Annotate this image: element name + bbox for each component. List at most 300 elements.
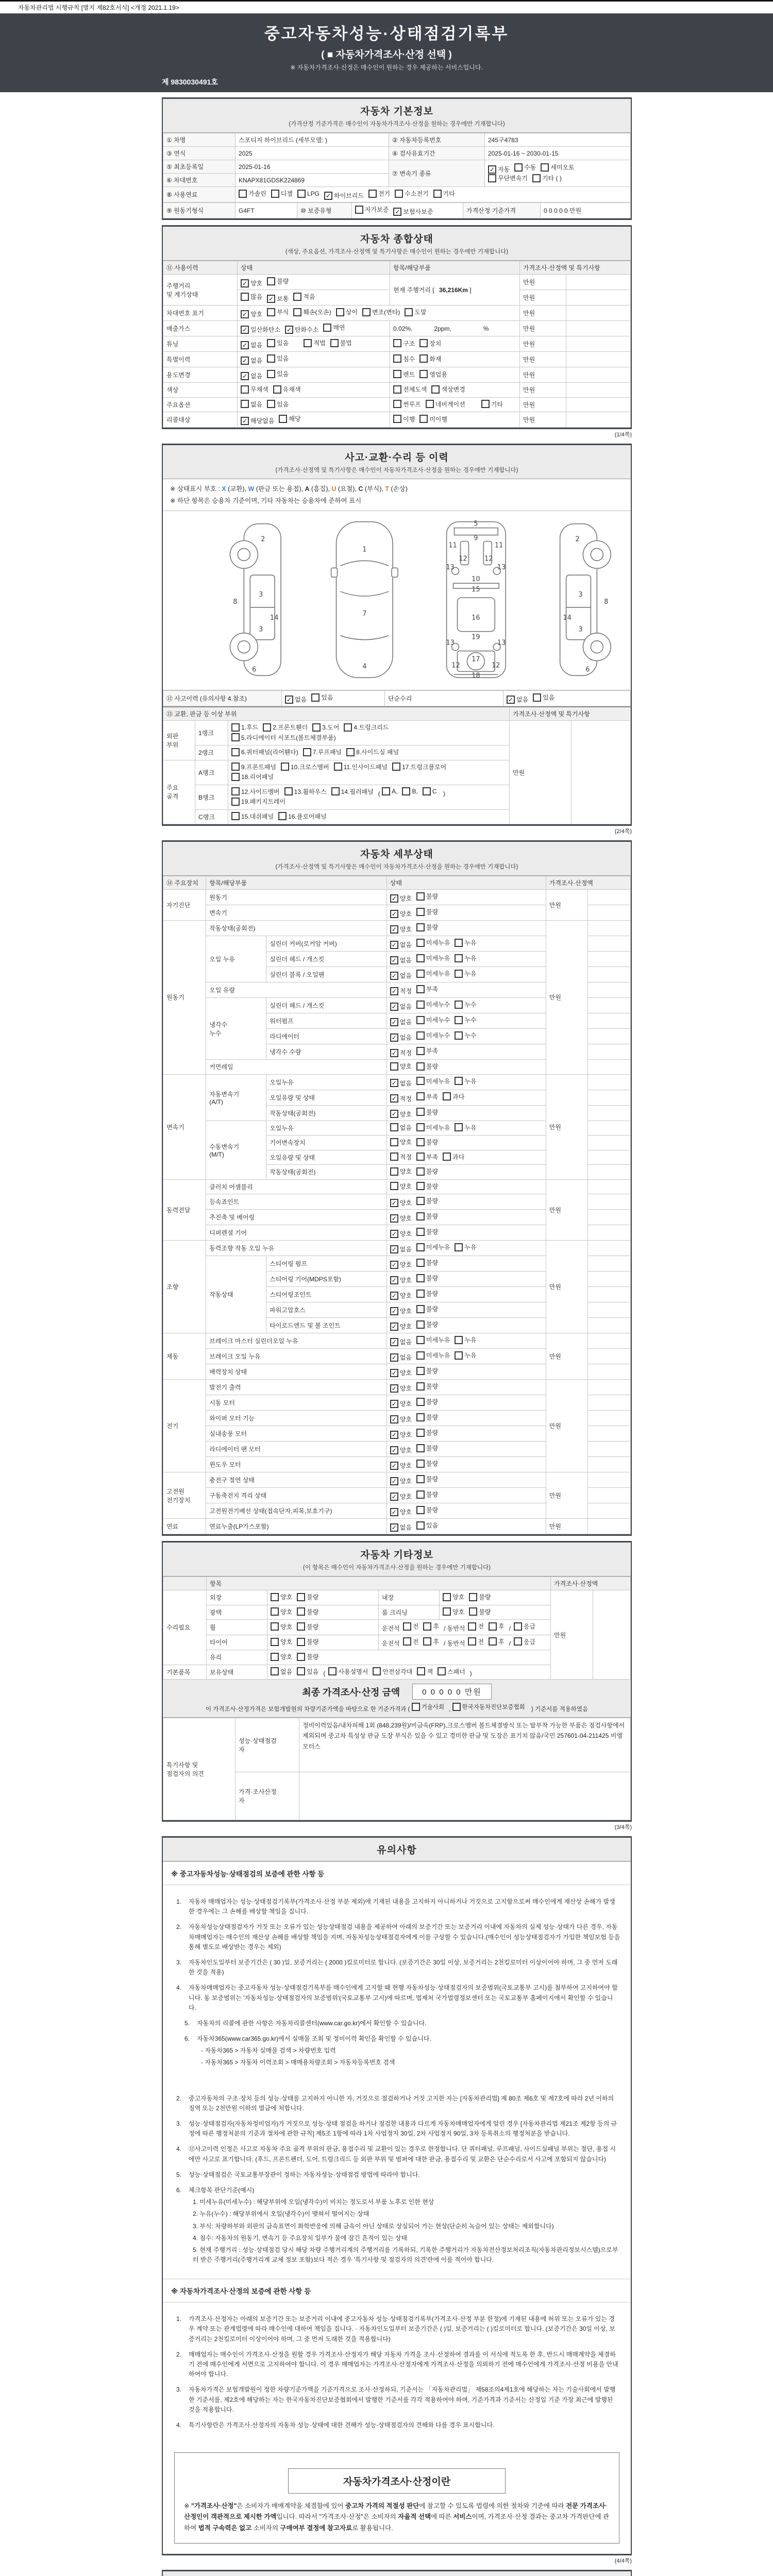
checkbox-option[interactable] — [416, 923, 438, 931]
checkbox-option[interactable] — [412, 1703, 444, 1711]
checkbox-checked-icon[interactable] — [390, 1415, 398, 1423]
checkbox-option[interactable] — [416, 954, 450, 962]
checkbox-unchecked-icon[interactable] — [416, 1460, 425, 1468]
checkbox-unchecked-icon[interactable] — [231, 798, 240, 806]
checkbox-option[interactable] — [304, 338, 325, 347]
checkbox-option[interactable] — [514, 163, 536, 172]
checkbox-unchecked-icon[interactable] — [416, 1475, 425, 1483]
checkbox-option[interactable] — [416, 1138, 438, 1146]
checkbox-option[interactable] — [279, 414, 300, 423]
checkbox-checked-icon[interactable] — [390, 1214, 398, 1223]
checkbox-option[interactable] — [416, 1031, 450, 1040]
checkbox-unchecked-icon[interactable] — [419, 354, 428, 363]
checkbox-unchecked-icon[interactable] — [267, 354, 275, 363]
checkbox-unchecked-icon[interactable] — [455, 1031, 463, 1040]
checkbox-checked-icon[interactable] — [390, 1369, 398, 1377]
checkbox-checked-icon[interactable] — [267, 295, 275, 303]
checkbox-unchecked-icon[interactable] — [416, 1108, 425, 1116]
checkbox-option[interactable] — [419, 370, 447, 379]
checkbox-unchecked-icon[interactable] — [336, 308, 344, 316]
checkbox-unchecked-icon[interactable] — [271, 190, 279, 198]
checkbox-unchecked-icon[interactable] — [416, 1320, 425, 1329]
checkbox-option[interactable] — [488, 165, 510, 174]
checkbox-unchecked-icon[interactable] — [284, 787, 293, 795]
checkbox-unchecked-icon[interactable] — [489, 1637, 497, 1646]
checkbox-option[interactable] — [271, 1667, 292, 1676]
checkbox-checked-icon[interactable] — [390, 1230, 398, 1238]
checkbox-unchecked-icon[interactable] — [416, 1398, 425, 1406]
checkbox-option[interactable] — [514, 1622, 535, 1631]
checkbox-option[interactable] — [267, 338, 289, 347]
checkbox-unchecked-icon[interactable] — [355, 206, 363, 214]
checkbox-unchecked-icon[interactable] — [416, 923, 425, 931]
checkbox-unchecked-icon[interactable] — [403, 1637, 411, 1646]
checkbox-option[interactable] — [390, 1337, 412, 1346]
checkbox-option[interactable] — [416, 1351, 450, 1360]
checkbox-unchecked-icon[interactable] — [231, 812, 240, 820]
checkbox-option[interactable] — [416, 1320, 438, 1329]
checkbox-option[interactable] — [455, 969, 476, 978]
checkbox-unchecked-icon[interactable] — [417, 1667, 425, 1675]
checkbox-option[interactable] — [416, 1212, 438, 1221]
checkbox-unchecked-icon[interactable] — [405, 308, 413, 316]
checkbox-option[interactable] — [390, 1322, 412, 1331]
checkbox-unchecked-icon[interactable] — [443, 1153, 451, 1161]
checkbox-option[interactable] — [438, 1667, 465, 1676]
checkbox-unchecked-icon[interactable] — [239, 190, 247, 198]
checkbox-unchecked-icon[interactable] — [328, 1667, 337, 1675]
checkbox-option[interactable] — [297, 1652, 318, 1661]
checkbox-checked-icon[interactable] — [390, 1245, 398, 1253]
checkbox-checked-icon[interactable] — [285, 326, 293, 334]
checkbox-unchecked-icon[interactable] — [393, 339, 401, 347]
checkbox-checked-icon[interactable] — [390, 1079, 398, 1087]
checkbox-unchecked-icon[interactable] — [416, 1259, 425, 1267]
checkbox-unchecked-icon[interactable] — [416, 1016, 425, 1024]
checkbox-unchecked-icon[interactable] — [541, 163, 549, 172]
checkbox-unchecked-icon[interactable] — [452, 1703, 461, 1711]
checkbox-unchecked-icon[interactable] — [297, 1638, 305, 1646]
checkbox-option[interactable] — [267, 308, 289, 316]
checkbox-checked-icon[interactable] — [390, 1049, 398, 1057]
checkbox-option[interactable] — [455, 1243, 476, 1251]
checkbox-option[interactable] — [469, 1607, 491, 1616]
checkbox-unchecked-icon[interactable] — [423, 787, 431, 795]
checkbox-option[interactable] — [390, 1123, 412, 1132]
checkbox-unchecked-icon[interactable] — [489, 1622, 497, 1631]
checkbox-option[interactable] — [390, 987, 412, 995]
checkbox-unchecked-icon[interactable] — [455, 939, 463, 947]
checkbox-unchecked-icon[interactable] — [416, 1153, 425, 1161]
checkbox-unchecked-icon[interactable] — [271, 1638, 279, 1646]
checkbox-unchecked-icon[interactable] — [267, 370, 275, 378]
checkbox-option[interactable] — [390, 1492, 412, 1501]
checkbox-unchecked-icon[interactable] — [416, 1212, 425, 1221]
checkbox-unchecked-icon[interactable] — [267, 277, 275, 285]
checkbox-unchecked-icon[interactable] — [297, 1593, 305, 1601]
checkbox-unchecked-icon[interactable] — [390, 1138, 398, 1146]
checkbox-unchecked-icon[interactable] — [231, 733, 240, 741]
checkbox-option[interactable] — [416, 1196, 438, 1205]
checkbox-option[interactable] — [355, 205, 389, 214]
checkbox-checked-icon[interactable] — [390, 1307, 398, 1315]
checkbox-unchecked-icon[interactable] — [271, 1653, 279, 1661]
checkbox-option[interactable] — [278, 812, 327, 821]
checkbox-option[interactable] — [297, 1622, 318, 1631]
checkbox-option[interactable] — [541, 163, 574, 172]
checkbox-option[interactable] — [373, 1667, 412, 1676]
checkbox-option[interactable] — [469, 1592, 491, 1601]
checkbox-checked-icon[interactable] — [241, 341, 249, 349]
checkbox-option[interactable] — [532, 174, 562, 182]
checkbox-checked-icon[interactable] — [390, 1493, 398, 1501]
checkbox-option[interactable] — [303, 748, 342, 756]
checkbox-option[interactable] — [362, 308, 400, 316]
checkbox-checked-icon[interactable] — [390, 1003, 398, 1011]
checkbox-option[interactable] — [416, 1015, 450, 1024]
checkbox-unchecked-icon[interactable] — [346, 748, 355, 756]
checkbox-checked-icon[interactable] — [390, 1523, 398, 1532]
checkbox-unchecked-icon[interactable] — [382, 787, 390, 795]
checkbox-option[interactable] — [390, 1153, 412, 1161]
checkbox-option[interactable] — [390, 1430, 412, 1439]
checkbox-option[interactable] — [416, 985, 438, 993]
checkbox-unchecked-icon[interactable] — [390, 1167, 398, 1176]
checkbox-option[interactable] — [390, 940, 412, 949]
checkbox-unchecked-icon[interactable] — [416, 1123, 425, 1131]
checkbox-checked-icon[interactable] — [285, 696, 293, 704]
checkbox-checked-icon[interactable] — [390, 1018, 398, 1026]
checkbox-unchecked-icon[interactable] — [273, 385, 281, 394]
checkbox-unchecked-icon[interactable] — [373, 1667, 381, 1675]
checkbox-option[interactable] — [416, 1335, 450, 1344]
checkbox-option[interactable] — [271, 1607, 292, 1616]
checkbox-option[interactable] — [455, 1077, 476, 1086]
checkbox-option[interactable] — [285, 695, 307, 704]
checkbox-option[interactable] — [390, 1229, 412, 1238]
checkbox-unchecked-icon[interactable] — [416, 970, 425, 978]
checkbox-unchecked-icon[interactable] — [533, 693, 541, 702]
checkbox-unchecked-icon[interactable] — [433, 190, 442, 198]
checkbox-option[interactable] — [271, 1622, 292, 1631]
checkbox-option[interactable] — [416, 1444, 438, 1452]
checkbox-option[interactable] — [455, 1335, 476, 1344]
checkbox-option[interactable] — [241, 310, 262, 318]
checkbox-option[interactable] — [273, 385, 301, 394]
checkbox-option[interactable] — [419, 354, 441, 363]
checkbox-option[interactable] — [241, 325, 280, 334]
checkbox-option[interactable] — [416, 1428, 438, 1437]
checkbox-unchecked-icon[interactable] — [455, 1016, 463, 1024]
checkbox-checked-icon[interactable] — [241, 372, 249, 380]
checkbox-unchecked-icon[interactable] — [438, 1667, 446, 1675]
checkbox-option[interactable] — [267, 354, 289, 363]
checkbox-option[interactable] — [390, 1018, 412, 1026]
checkbox-unchecked-icon[interactable] — [390, 1182, 398, 1190]
checkbox-unchecked-icon[interactable] — [416, 939, 425, 947]
checkbox-option[interactable] — [455, 954, 476, 962]
checkbox-option[interactable] — [390, 1461, 412, 1470]
checkbox-unchecked-icon[interactable] — [416, 892, 425, 901]
checkbox-unchecked-icon[interactable] — [419, 415, 428, 423]
checkbox-unchecked-icon[interactable] — [416, 1351, 425, 1360]
checkbox-option[interactable] — [423, 1637, 439, 1646]
checkbox-option[interactable] — [336, 308, 358, 316]
checkbox-option[interactable] — [416, 892, 438, 901]
checkbox-checked-icon[interactable] — [241, 326, 249, 334]
checkbox-unchecked-icon[interactable] — [297, 1607, 305, 1616]
checkbox-unchecked-icon[interactable] — [469, 1607, 477, 1616]
checkbox-checked-icon[interactable] — [390, 1477, 398, 1485]
checkbox-option[interactable] — [455, 1000, 476, 1009]
checkbox-unchecked-icon[interactable] — [330, 339, 339, 347]
checkbox-checked-icon[interactable] — [390, 894, 398, 903]
checkbox-option[interactable] — [390, 971, 412, 980]
checkbox-option[interactable] — [455, 1031, 476, 1040]
checkbox-option[interactable] — [426, 400, 465, 409]
checkbox-option[interactable] — [312, 723, 339, 732]
checkbox-checked-icon[interactable] — [390, 1400, 398, 1408]
checkbox-option[interactable] — [402, 787, 417, 795]
checkbox-option[interactable] — [390, 1307, 412, 1315]
checkbox-option[interactable] — [416, 1289, 438, 1298]
checkbox-checked-icon[interactable] — [390, 1276, 398, 1284]
checkbox-unchecked-icon[interactable] — [403, 1622, 411, 1631]
checkbox-unchecked-icon[interactable] — [416, 985, 425, 993]
checkbox-unchecked-icon[interactable] — [488, 174, 496, 182]
checkbox-unchecked-icon[interactable] — [267, 339, 275, 347]
checkbox-unchecked-icon[interactable] — [416, 1228, 425, 1236]
checkbox-option[interactable] — [382, 787, 397, 795]
checkbox-option[interactable] — [393, 415, 415, 423]
checkbox-unchecked-icon[interactable] — [323, 324, 331, 332]
checkbox-option[interactable] — [416, 1397, 438, 1406]
checkbox-option[interactable] — [489, 1622, 505, 1631]
checkbox-option[interactable] — [416, 969, 450, 978]
checkbox-option[interactable] — [390, 1167, 412, 1176]
checkbox-unchecked-icon[interactable] — [241, 385, 249, 394]
checkbox-option[interactable] — [271, 189, 293, 198]
checkbox-option[interactable] — [468, 1637, 484, 1646]
checkbox-unchecked-icon[interactable] — [443, 1607, 451, 1616]
checkbox-option[interactable] — [328, 1667, 368, 1676]
checkbox-unchecked-icon[interactable] — [297, 190, 306, 198]
checkbox-checked-icon[interactable] — [390, 987, 398, 995]
checkbox-option[interactable] — [241, 341, 262, 349]
checkbox-option[interactable] — [267, 369, 289, 378]
checkbox-option[interactable] — [393, 339, 415, 348]
checkbox-option[interactable] — [423, 787, 437, 795]
checkbox-option[interactable] — [419, 415, 447, 423]
checkbox-option[interactable] — [514, 1637, 535, 1646]
checkbox-option[interactable] — [390, 1523, 412, 1532]
checkbox-option[interactable] — [271, 1637, 292, 1646]
checkbox-option[interactable] — [311, 693, 333, 702]
checkbox-unchecked-icon[interactable] — [416, 908, 425, 916]
checkbox-unchecked-icon[interactable] — [368, 190, 377, 198]
checkbox-checked-icon[interactable] — [390, 1431, 398, 1439]
checkbox-option[interactable] — [346, 748, 399, 756]
checkbox-unchecked-icon[interactable] — [416, 1167, 425, 1176]
checkbox-unchecked-icon[interactable] — [416, 1429, 425, 1437]
checkbox-unchecked-icon[interactable] — [297, 1653, 305, 1661]
checkbox-option[interactable] — [416, 1077, 450, 1086]
checkbox-unchecked-icon[interactable] — [455, 1336, 463, 1344]
checkbox-unchecked-icon[interactable] — [416, 1413, 425, 1421]
checkbox-option[interactable] — [293, 308, 331, 316]
checkbox-unchecked-icon[interactable] — [455, 1077, 463, 1085]
checkbox-unchecked-icon[interactable] — [416, 1001, 425, 1009]
checkbox-option[interactable] — [390, 1094, 412, 1103]
checkbox-option[interactable] — [267, 294, 289, 303]
checkbox-unchecked-icon[interactable] — [443, 1593, 451, 1601]
checkbox-unchecked-icon[interactable] — [419, 370, 428, 378]
checkbox-option[interactable] — [241, 416, 274, 425]
checkbox-option[interactable] — [390, 1368, 412, 1377]
checkbox-checked-icon[interactable] — [241, 417, 249, 425]
checkbox-option[interactable] — [395, 189, 428, 198]
checkbox-option[interactable] — [390, 1245, 412, 1253]
checkbox-unchecked-icon[interactable] — [416, 1031, 425, 1040]
checkbox-unchecked-icon[interactable] — [395, 190, 403, 198]
checkbox-option[interactable] — [297, 1667, 318, 1676]
checkbox-checked-icon[interactable] — [390, 1323, 398, 1331]
checkbox-unchecked-icon[interactable] — [267, 308, 275, 316]
checkbox-option[interactable] — [231, 787, 280, 796]
checkbox-unchecked-icon[interactable] — [455, 1123, 463, 1131]
checkbox-option[interactable] — [390, 1384, 412, 1393]
checkbox-option[interactable] — [393, 400, 421, 409]
checkbox-option[interactable] — [263, 723, 308, 732]
checkbox-unchecked-icon[interactable] — [293, 293, 301, 301]
checkbox-unchecked-icon[interactable] — [423, 1637, 431, 1646]
checkbox-unchecked-icon[interactable] — [390, 1123, 398, 1131]
checkbox-option[interactable] — [323, 323, 345, 332]
checkbox-option[interactable] — [390, 1446, 412, 1454]
checkbox-unchecked-icon[interactable] — [416, 1336, 425, 1344]
checkbox-option[interactable] — [416, 1123, 450, 1132]
checkbox-option[interactable] — [416, 1153, 438, 1161]
checkbox-option[interactable] — [416, 1475, 438, 1483]
checkbox-unchecked-icon[interactable] — [304, 339, 312, 347]
checkbox-option[interactable] — [390, 1353, 412, 1362]
checkbox-option[interactable] — [390, 1399, 412, 1408]
checkbox-unchecked-icon[interactable] — [416, 1243, 425, 1251]
checkbox-unchecked-icon[interactable] — [231, 748, 240, 756]
checkbox-unchecked-icon[interactable] — [416, 1382, 425, 1391]
checkbox-option[interactable] — [416, 1092, 438, 1101]
checkbox-option[interactable] — [281, 762, 329, 771]
checkbox-option[interactable] — [330, 338, 352, 347]
checkbox-option[interactable] — [416, 1304, 438, 1313]
checkbox-unchecked-icon[interactable] — [416, 1197, 425, 1205]
checkbox-unchecked-icon[interactable] — [416, 1092, 425, 1100]
checkbox-unchecked-icon[interactable] — [416, 1521, 425, 1530]
checkbox-option[interactable] — [297, 1592, 318, 1601]
checkbox-checked-icon[interactable] — [393, 208, 401, 216]
checkbox-option[interactable] — [390, 894, 412, 903]
checkbox-checked-icon[interactable] — [390, 956, 398, 964]
checkbox-option[interactable] — [293, 292, 315, 301]
checkbox-option[interactable] — [390, 909, 412, 918]
checkbox-checked-icon[interactable] — [390, 1353, 398, 1362]
checkbox-unchecked-icon[interactable] — [416, 1290, 425, 1298]
checkbox-unchecked-icon[interactable] — [426, 400, 434, 408]
checkbox-option[interactable] — [344, 723, 389, 732]
checkbox-checked-icon[interactable] — [324, 192, 332, 200]
checkbox-option[interactable] — [390, 956, 412, 964]
checkbox-option[interactable] — [390, 925, 412, 934]
checkbox-unchecked-icon[interactable] — [231, 762, 240, 771]
checkbox-checked-icon[interactable] — [390, 1199, 398, 1207]
checkbox-option[interactable] — [416, 1366, 438, 1375]
checkbox-option[interactable] — [231, 772, 274, 781]
checkbox-unchecked-icon[interactable] — [271, 1622, 279, 1631]
checkbox-checked-icon[interactable] — [390, 1033, 398, 1042]
checkbox-unchecked-icon[interactable] — [416, 1062, 425, 1071]
checkbox-unchecked-icon[interactable] — [402, 787, 410, 795]
checkbox-option[interactable] — [368, 189, 390, 198]
checkbox-option[interactable] — [231, 812, 274, 821]
checkbox-option[interactable] — [403, 1622, 419, 1631]
checkbox-unchecked-icon[interactable] — [416, 1305, 425, 1313]
checkbox-option[interactable] — [416, 1108, 438, 1116]
checkbox-checked-icon[interactable] — [390, 1338, 398, 1346]
checkbox-option[interactable] — [416, 1490, 438, 1499]
checkbox-option[interactable] — [390, 1477, 412, 1485]
checkbox-checked-icon[interactable] — [390, 1261, 398, 1269]
checkbox-unchecked-icon[interactable] — [416, 1182, 425, 1190]
checkbox-checked-icon[interactable] — [390, 1110, 398, 1118]
checkbox-option[interactable] — [488, 174, 528, 182]
checkbox-unchecked-icon[interactable] — [271, 1667, 279, 1675]
checkbox-option[interactable] — [390, 1214, 412, 1223]
checkbox-option[interactable] — [489, 1637, 505, 1646]
checkbox-unchecked-icon[interactable] — [331, 787, 340, 795]
checkbox-unchecked-icon[interactable] — [231, 787, 240, 795]
checkbox-unchecked-icon[interactable] — [514, 1622, 522, 1631]
checkbox-checked-icon[interactable] — [241, 357, 249, 365]
checkbox-option[interactable] — [419, 339, 441, 348]
checkbox-unchecked-icon[interactable] — [416, 1367, 425, 1375]
checkbox-unchecked-icon[interactable] — [468, 1622, 476, 1631]
checkbox-option[interactable] — [416, 1459, 438, 1468]
checkbox-option[interactable] — [416, 1182, 438, 1191]
checkbox-unchecked-icon[interactable] — [393, 400, 401, 408]
checkbox-unchecked-icon[interactable] — [431, 385, 440, 394]
checkbox-checked-icon[interactable] — [390, 1094, 398, 1103]
checkbox-unchecked-icon[interactable] — [393, 415, 401, 423]
checkbox-unchecked-icon[interactable] — [423, 1622, 431, 1631]
checkbox-option[interactable] — [416, 938, 450, 947]
checkbox-unchecked-icon[interactable] — [416, 1444, 425, 1452]
checkbox-option[interactable] — [431, 385, 465, 394]
checkbox-unchecked-icon[interactable] — [390, 1153, 398, 1161]
checkbox-unchecked-icon[interactable] — [532, 174, 541, 182]
checkbox-option[interactable] — [297, 190, 320, 198]
checkbox-option[interactable] — [241, 292, 262, 301]
checkbox-unchecked-icon[interactable] — [241, 293, 249, 301]
checkbox-checked-icon[interactable] — [390, 1384, 398, 1393]
checkbox-option[interactable] — [390, 1276, 412, 1284]
checkbox-unchecked-icon[interactable] — [416, 1506, 425, 1514]
checkbox-option[interactable] — [392, 762, 446, 771]
checkbox-option[interactable] — [390, 1138, 412, 1146]
checkbox-option[interactable] — [393, 385, 427, 394]
checkbox-unchecked-icon[interactable] — [390, 1062, 398, 1071]
checkbox-option[interactable] — [271, 1592, 292, 1601]
checkbox-unchecked-icon[interactable] — [481, 400, 490, 408]
